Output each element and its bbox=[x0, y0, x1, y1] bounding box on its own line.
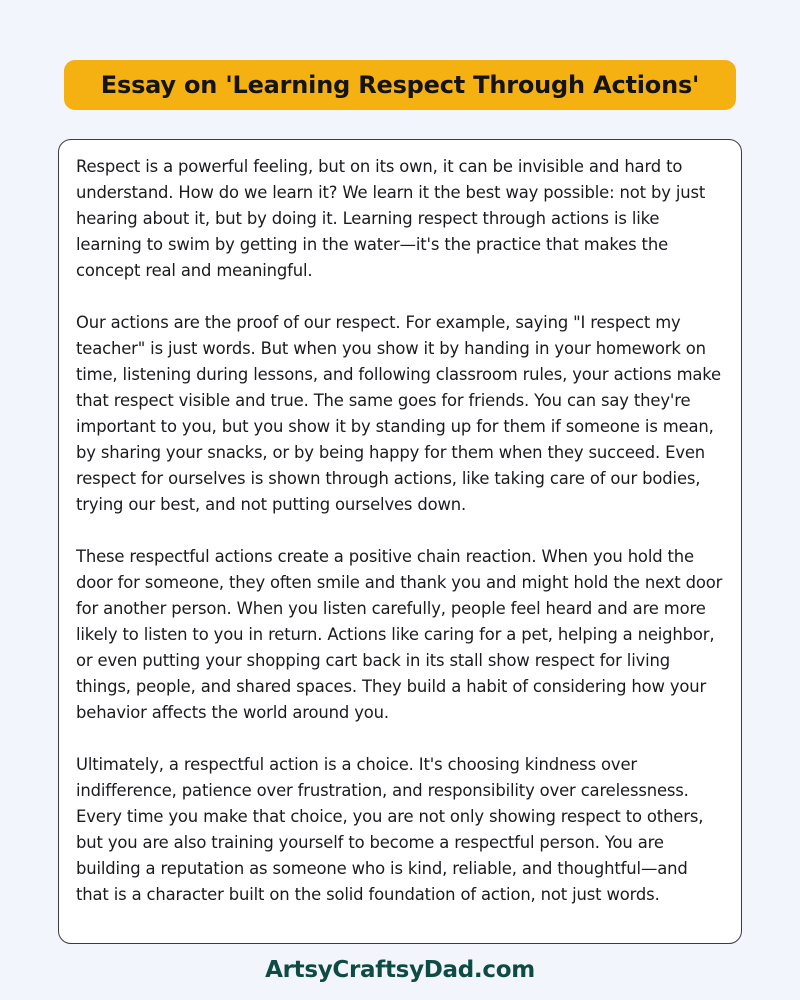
essay-paragraph-1: Respect is a powerful feeling, but on its own, it can be invisible and hard to understand. How do we learn it? We learn it the best way possible: not by just hearing about it, but by doing it. Learning respect through actions is like learning to swim by getting in the water—it's the practice that makes the concept real and meaningful. bbox=[76, 157, 706, 280]
essay-paragraph-2: Our actions are the proof of our respect. For example, saying "I respect my teacher" is just words. But when you show it by handing in your homework on time, listening during lessons, and following classroom rules, your actions make that respect visible and true. The same goes for friends. You can say they're important to you, but you show it by standing up for them if someone is mean, by sharing your snacks, or by being happy for them when they succeed. Even respect for ourselves is shown through actions, like taking care of our bodies, trying our best, and not putting ourselves down. bbox=[76, 313, 721, 514]
essay-paragraph-3: These respectful actions create a positive chain reaction. When you hold the door for someone, they often smile and thank you and might hold the next door for another person. When you listen carefully, people feel heard and are more likely to listen to you in return. Actions like caring for a pet, helping a neighbor, or even putting your shopping cart back in its stall show respect for living things, people, and shared spaces. They build a habit of considering how your behavior affects the world around you. bbox=[76, 547, 723, 722]
essay-card bbox=[58, 139, 742, 944]
brand-watermark: ArtsyCraftsyDad.com bbox=[265, 957, 535, 983]
page-title: Essay on 'Learning Respect Through Actions' bbox=[100, 71, 700, 99]
essay-body bbox=[76, 154, 724, 908]
essay-paragraph-4: Ultimately, a respectful action is a choice. It's choosing kindness over indifference, patience over frustration, and responsibility over carelessness. Every time you make that choice, you are not only showing respect to others, but you are also training yourself to become a respectful person. You are building a reputation as someone who is kind, reliable, and thoughtful—and that is a character built on the solid foundation of action, not just words. bbox=[76, 755, 704, 904]
footer bbox=[0, 959, 800, 982]
title-badge bbox=[64, 60, 736, 110]
